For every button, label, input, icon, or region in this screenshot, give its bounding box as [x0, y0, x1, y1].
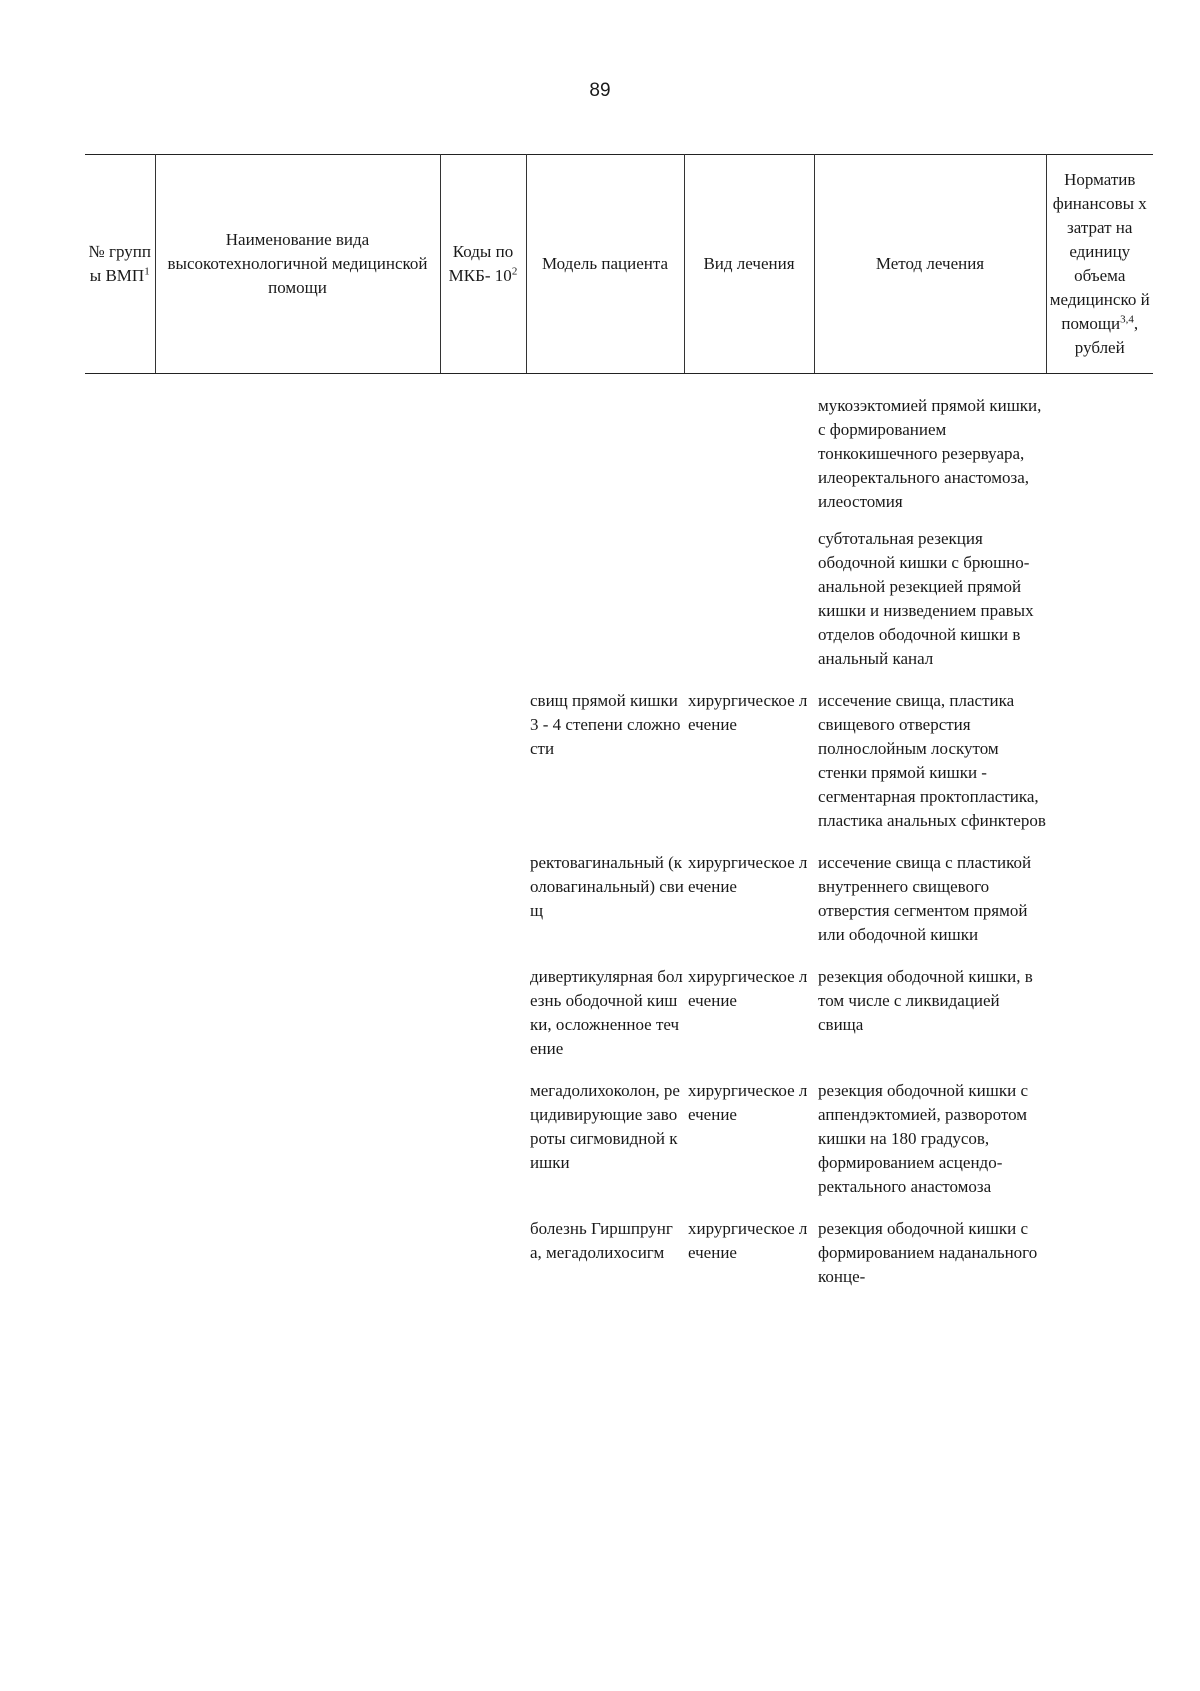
header-patient-model [526, 155, 684, 374]
vmp-table [85, 154, 1153, 1289]
footnote-mark: 3,4 [1120, 313, 1134, 326]
document-sheet [85, 154, 1153, 1289]
table-body [85, 374, 1153, 1290]
header-cost-norm-text: Норматив финансовы х затрат на единицу объема медицинско й помощи [1049, 170, 1150, 333]
method-item: иссечение свища с пластикой внутреннего свищевого отверстия сегментом прямой или ободочной кишки [818, 853, 1032, 944]
treatment-type-cell: хирургическое лечение [688, 1219, 808, 1262]
method-item: иссечение свища, пластика свищевого отверстия полнослойным лоскутом стенки прямой кишки - сегментарная проктопластика, пластика анальных сфинктеров [818, 691, 1046, 830]
treatment-method-cell [814, 1061, 1046, 1199]
patient-model-cell: дивертикулярная болезнь ободочной кишки, осложненное течение [530, 967, 683, 1058]
treatment-method-cell [814, 947, 1046, 1061]
page-number: 89 [589, 80, 611, 101]
table-row [85, 833, 1153, 947]
header-treatment-type [684, 155, 814, 374]
table-header [85, 155, 1153, 374]
footnote-mark: 1 [144, 265, 150, 278]
header-cost-norm-unit: , рублей [1074, 314, 1139, 357]
method-item: резекция ободочной кишки, в том числе с ликвидацией свища [818, 967, 1033, 1034]
treatment-type-cell: хирургическое лечение [688, 1081, 808, 1124]
treatment-method-cell [814, 374, 1046, 672]
header-treatment-type-text: Вид лечения [703, 254, 795, 273]
table-row [85, 671, 1153, 833]
header-cost-norm [1046, 155, 1153, 374]
table-row [85, 1061, 1153, 1199]
header-care-name-text: Наименование вида высокотехнологичной медицинской помощи [167, 230, 428, 297]
method-item: мукозэктомией прямой кишки, с формированием тонкокишечного резервуара, илеоректального анастомоза, илеостомия [818, 396, 1042, 511]
header-group-number-text: № групп ы ВМП [88, 242, 151, 285]
method-item: субтотальная резекция ободочной кишки с брюшно-анальной резекцией прямой кишки и низведением правых отделов ободочной кишки в анальный канал [818, 529, 1034, 668]
header-icd-codes-text: Коды по МКБ- 10 [448, 242, 514, 285]
treatment-method-cell [814, 1199, 1046, 1289]
treatment-type-cell: хирургическое лечение [688, 967, 808, 1010]
header-care-name [155, 155, 440, 374]
table-row [85, 947, 1153, 1061]
treatment-type-cell [684, 374, 814, 672]
method-item: резекция ободочной кишки с аппендэктомией, разворотом кишки на 180 градусов, формированием асцендо-ректального анастомоза [818, 1081, 1029, 1196]
treatment-method-cell [814, 833, 1046, 947]
table-row [85, 374, 1153, 672]
patient-model-cell: свищ прямой кишки 3 - 4 степени сложности [530, 691, 681, 758]
treatment-type-cell: хирургическое лечение [688, 853, 808, 896]
footnote-mark: 2 [511, 265, 518, 278]
header-treatment-method-text: Метод лечения [875, 254, 985, 273]
patient-model-cell: болезнь Гиршпрунга, мегадолихосигм [530, 1219, 673, 1262]
patient-model-cell [526, 374, 684, 672]
header-patient-model-text: Модель пациента [541, 254, 669, 273]
header-treatment-method [814, 155, 1046, 374]
header-icd-codes [440, 155, 526, 374]
treatment-method-cell [814, 671, 1046, 833]
patient-model-cell: ректовагинальный (коловагинальный) свищ [530, 853, 684, 920]
table-row [85, 1199, 1153, 1289]
method-item: резекция ободочной кишки с формированием наданального конце- [818, 1219, 1038, 1286]
patient-model-cell: мегадолихоколон, рецидивирующие завороты сигмовидной кишки [530, 1081, 680, 1172]
header-group-number [85, 155, 155, 374]
treatment-type-cell: хирургическое лечение [688, 691, 808, 734]
